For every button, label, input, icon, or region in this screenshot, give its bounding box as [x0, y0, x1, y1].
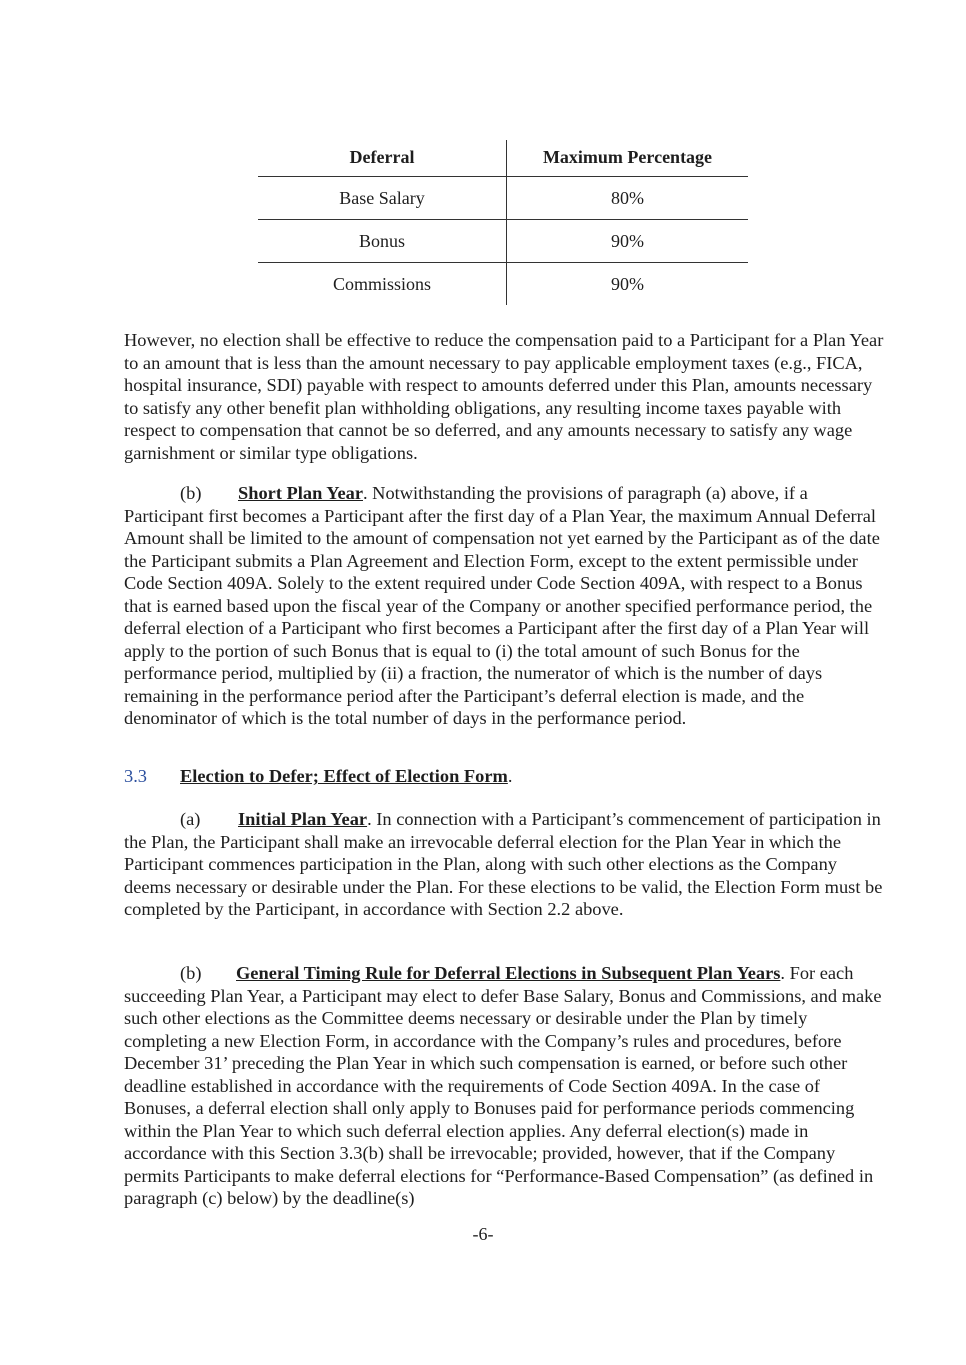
table-row	[258, 177, 748, 220]
cell-max: 90%	[611, 273, 644, 294]
table-header-row	[258, 140, 748, 177]
short-plan-text: . Notwithstanding the provisions of paragraph (a) above, if a Participant first becomes a Participant after the first day of a Plan Year, the maximum Annual Deferral Amount shall be limited to the amount of compensation not yet earned by the Participant as of the date the Participant submits a Plan Agreement and Election Form, except to the extent permissible under Code Section 409A. Solely to the extent required under Code Section 409A, with respect to a Bonus that is earned based upon the fiscal year of the Company or another specified performance period, the deferral election of a Participant who first becomes a Participant after the first day of a Plan Year will apply to the portion of such Bonus that is equal to (i) the total amount of such Bonus for the performance period, multiplied by (ii) a fraction, the numerator of which is the number of days remaining in the performance period after the Participant’s deferral election is made, and the denominator of which is the total number of days in the performance period.	[124, 483, 880, 728]
general-timing-label: (b)	[180, 963, 202, 983]
section-period: .	[507, 766, 513, 786]
short-plan-label: (b)	[180, 483, 202, 503]
section-title: Election to Defer; Effect of Election Form	[180, 766, 508, 786]
cell-deferral: Bonus	[258, 220, 507, 263]
section-3-3-heading	[124, 766, 512, 787]
deferral-table	[258, 140, 748, 305]
header-deferral: Deferral	[258, 140, 507, 177]
cell-deferral: Base Salary	[258, 177, 507, 220]
page-number: -6-	[472, 1224, 494, 1244]
cell-max: 90%	[507, 220, 749, 263]
initial-plan-heading: Initial Plan Year	[238, 809, 368, 829]
however-paragraph: However, no election shall be effective to reduce the compensation paid to a Participant for a Plan Year to an amount that is less than the amount necessary to pay applicable employment taxes (e.g., FICA, hospital insurance, SDI) payable with respect to amounts deferred under this Plan, amounts necessary to satisfy any other benefit plan withholding obligations, any resulting income taxes payable with respect to compensation that cannot be so deferred, and any amounts necessary to satisfy any wage garnishment or similar type obligations.	[124, 330, 884, 463]
section-number: 3.3	[124, 766, 147, 786]
cell-max: 80%	[507, 177, 749, 220]
initial-plan-text: . In connection with a Participant’s commencement of participation in the Plan, the Participant shall make an irrevocable deferral election for the Plan Year in which the Participant commences participation in the Plan, along with such other elections as the Company deems necessary or desirable under the Plan. For these elections to be valid, the Election Form must be completed by the Participant, in accordance with Section 2.2 above.	[124, 809, 883, 919]
header-max-percentage: Maximum Percentage	[507, 140, 749, 177]
general-timing-paragraph	[124, 962, 884, 1210]
initial-plan-label: (a)	[180, 809, 201, 829]
table-row	[258, 220, 748, 263]
general-timing-text: . For each succeeding Plan Year, a Participant may elect to defer Base Salary, Bonus and Commissions, and make such other elections as the Committee deems necessary or desirable under the Plan by timely completing a new Election Form, in accordance with the Company’s rules and procedures, before December 31’ preceding the Plan Year in which such compensation is earned, or before such other deadline established in accordance with the requirements of Code Section 409A. In the case of Bonuses, a deferral election shall only apply to Bonuses paid for performance periods commencing within the Plan Year to which such deferral election applies. Any deferral election(s) made in accordance with this Section 3.3(b) shall be irrevocable; provided, however, that if the Company permits Participants to make deferral elections for “Performance-Based Compensation” (as defined in paragraph (c) below) by the deadline(s)	[124, 963, 882, 1208]
table-row	[258, 263, 748, 306]
initial-plan-year-paragraph	[124, 808, 884, 921]
general-timing-heading: General Timing Rule for Deferral Elections in Subsequent Plan Years	[236, 963, 781, 983]
short-plan-year-paragraph	[124, 482, 884, 730]
short-plan-heading: Short Plan Year	[238, 483, 363, 503]
cell-deferral: Commissions	[258, 263, 507, 306]
